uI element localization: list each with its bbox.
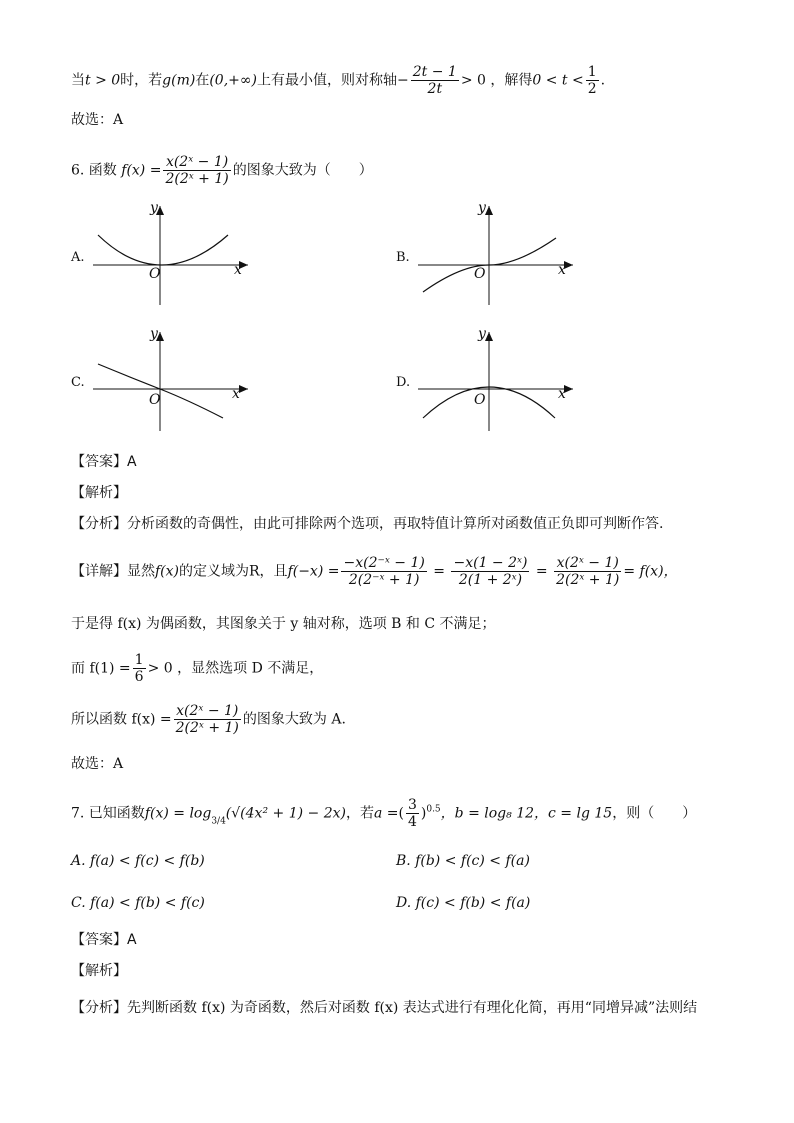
answer-tag: 【答案】A [71,932,137,948]
axis-y-label: y [478,326,486,342]
axis-x-label: x [558,262,566,278]
fraction: $\frac{3}{4}$ [407,797,417,830]
question-7-stem: 7. 已知函数$f(x) = \log_{3/4}(√(4x^2 + 1) - 2x)$，若a =( $\frac{3}{4}$ )$^{0.5}$，b = log₈ 12，c = lg 15，则（ ） [71,797,697,830]
origin-label: O [474,266,486,282]
axis-y-label: y [150,200,158,216]
text: 当 [71,72,85,89]
detail-line: 【详解】显然f(x)的定义域为R，且f(−x) = $\frac{\text{−x(2⁻ˣ − 1)}}{\text{2(2⁻ˣ + 1)}}$ = $\frac{\text{−x(1 − 2ˣ)}}{\text{2(1 + 2ˣ)}}$ = $\frac{\text{x(2ˣ − 1)}}{\text{2(2ˣ + 1)}}$ = f(x)， [71,555,678,588]
origin-label: O [149,266,161,282]
text: 时，若 [120,72,163,89]
analysis-text: 【分析】分析函数的奇偶性，由此可排除两个选项，再取特值计算所对函数值正负即可判断作答. [71,516,664,532]
analysis-tag: 【解析】 [71,963,127,979]
axis-x-label: x [234,262,242,278]
graph-option-a [88,200,258,310]
graph-option-b [413,200,583,310]
option-d-label: D. [396,375,411,390]
fraction-half: $\frac{1}{2}$ [587,64,597,97]
axis-x-label: x [558,386,566,402]
option-d: D. f(c) < f(b) < f(a) [396,895,531,911]
even-function-line: 于是得 f(x) 为偶函数，其图象关于 y 轴对称，选项 B 和 C 不满足； [71,616,496,632]
fraction-axis: $\frac{2t - 1}{2t}$ [412,64,457,97]
conclusion-line: 所以函数 f(x) = $\frac{\text{x(2ˣ − 1)}}{\text{2(2ˣ + 1)}}$ 的图象大致为 A. [71,703,346,736]
math-function: g(m) [162,72,196,89]
answer-line: 故选：A [71,112,124,128]
option-a: A. f(a) < f(c) < f(b) [71,853,205,869]
line-top-condition: 当t > 0时，若g(m)在(0,+∞)上有最小值，则对称轴− $\frac{2t - 1}{2t}$ > 0 ，解得0 < t < $\frac{1}{2}$ . [71,64,606,97]
fraction: $\frac{\text{x(2ˣ − 1)}}{\text{2(2ˣ + 1)}}$ [556,555,620,588]
option-c: C. f(a) < f(b) < f(c) [71,895,205,911]
math-condition: t > 0 [85,72,121,89]
math-solution: 0 < t < [532,72,584,89]
analysis-text: 【分析】先判断函数 f(x) 为奇函数，然后对函数 f(x) 表达式进行有理化化简，再用“同增异减”法则结 [71,1000,698,1016]
graph-option-c [88,326,258,436]
fraction: $\frac{\text{x(2ˣ − 1)}}{\text{2(2ˣ + 1)}}$ [175,703,239,736]
analysis-tag: 【解析】 [71,485,127,501]
origin-label: O [474,392,486,408]
graph-option-d [413,326,583,436]
axis-x-label: x [232,386,240,402]
option-c-label: C. [71,375,85,390]
option-b: B. f(b) < f(c) < f(a) [396,853,530,869]
answer-tag: 【答案】A [71,454,137,470]
question-6-stem: 6. 函数 f(x) = $\frac{\text{x(2ˣ − 1)}}{\text{2(2ˣ + 1)}}$ 的图象大致为（ ） [71,154,373,187]
text: > 0 ，解得 [460,72,533,89]
text: 上有最小值，则对称轴 [257,72,398,89]
fraction: $\frac{\text{−x(1 − 2ˣ)}}{\text{2(1 + 2ˣ)}}$ [453,555,528,588]
option-a-label: A. [71,250,85,265]
text: 在 [195,72,210,89]
origin-label: O [149,392,161,408]
math-interval: (0,+∞) [209,72,258,89]
fraction: $\frac{\text{−x(2⁻ˣ − 1)}}{\text{2(2⁻ˣ + 1)}}$ [343,555,425,588]
axis-y-label: y [150,326,158,342]
option-b-label: B. [396,250,410,265]
axis-y-label: y [478,200,486,216]
fraction-function: $\frac{\text{x(2ˣ − 1)}}{\text{2(2ˣ + 1)}}$ [165,154,229,187]
fraction: $\frac{1}{6}$ [134,652,144,685]
choose-line: 故选：A [71,756,124,772]
f1-line: 而 f(1) = $\frac{1}{6}$ > 0 ，显然选项 D 不满足， [71,652,324,685]
